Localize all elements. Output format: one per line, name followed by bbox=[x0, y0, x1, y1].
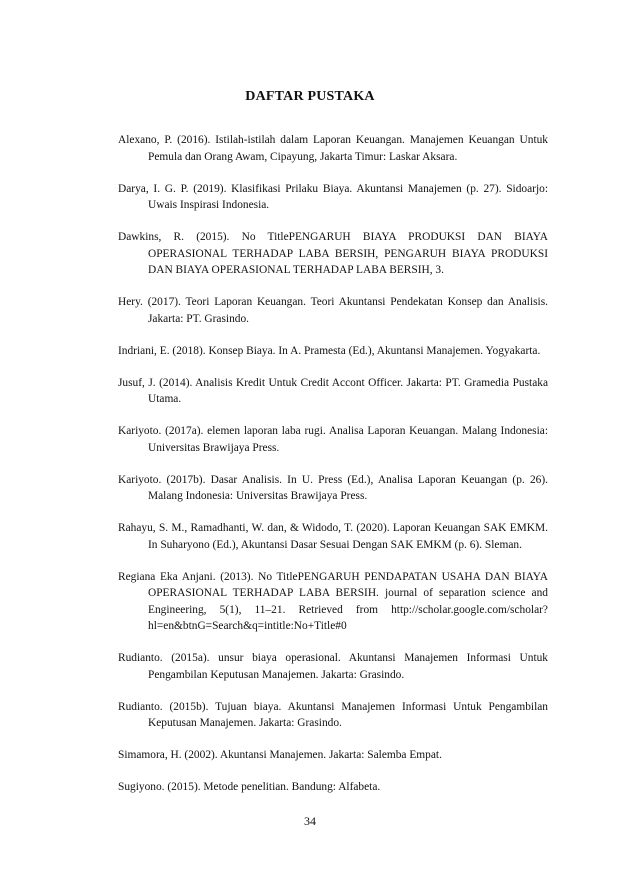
reference-entry: Alexano, P. (2016). Istilah-istilah dalam Laporan Keuangan. Manajemen Keuangan Untuk Pemula dan Orang Awam, Cipayung, Jakarta Timur: Laskar Aksara. bbox=[118, 134, 548, 163]
reference-entry: Kariyoto. (2017b). Dasar Analisis. In U. Press (Ed.), Analisa Laporan Keuangan (p. 26). Malang Indonesia: Universitas Brawijaya Press. bbox=[118, 473, 548, 502]
reference-entry: Jusuf, J. (2014). Analisis Kredit Untuk Credit Accont Officer. Jakarta: PT. Gramedia Pustaka Utama. bbox=[118, 376, 548, 405]
reference-entry: Rudianto. (2015a). unsur biaya operasional. Akuntansi Manajemen Informasi Untuk Pengambilan Keputusan Manajemen. Jakarta: Grasindo. bbox=[118, 652, 548, 681]
reference-entry: Sugiyono. (2015). Metode penelitian. Bandung: Alfabeta. bbox=[118, 781, 381, 793]
reference-entry: Indriani, E. (2018). Konsep Biaya. In A. Pramesta (Ed.), Akuntansi Manajemen. Yogyakarta. bbox=[118, 344, 541, 357]
reference-list bbox=[118, 132, 548, 811]
reference-entry: Rudianto. (2015b). Tujuan biaya. Akuntansi Manajemen Informasi Untuk Pengambilan Keputusan Manajemen. Jakarta: Grasindo. bbox=[118, 700, 548, 729]
page-number: 34 bbox=[304, 814, 316, 828]
reference-entry: Darya, I. G. P. (2019). Klasifikasi Prilaku Biaya. Akuntansi Manajemen (p. 27). Sidoarjo: Uwais Inspirasi Indonesia. bbox=[118, 182, 548, 211]
reference-entry: Regiana Eka Anjani. (2013). No TitlePENGARUH PENDAPATAN USAHA DAN BIAYA OPERASIONAL TERHADAP LABA BERSIH. journal of separation science and Engineering, 5(1), 11–21. Retrieved from http://scholar.google.com/scholar?hl=en&btnG=Search&q=intitle:No+Title#0 bbox=[118, 570, 548, 632]
reference-entry: Simamora, H. (2002). Akuntansi Manajemen. Jakarta: Salemba Empat. bbox=[118, 749, 442, 761]
page-title: DAFTAR PUSTAKA bbox=[245, 89, 375, 104]
reference-entry: Kariyoto. (2017a). elemen laporan laba rugi. Analisa Laporan Keuangan. Malang Indonesia: Universitas Brawijaya Press. bbox=[118, 425, 548, 454]
reference-entry: Rahayu, S. M., Ramadhanti, W. dan, & Widodo, T. (2020). Laporan Keuangan SAK EMKM. In Suharyono (Ed.), Akuntansi Dasar Sesuai Dengan SAK EMKM (p. 6). Sleman. bbox=[118, 522, 548, 551]
reference-entry: Hery. (2017). Teori Laporan Keuangan. Teori Akuntansi Pendekatan Konsep dan Analisis. Jakarta: PT. Grasindo. bbox=[118, 296, 548, 325]
reference-entry: Dawkins, R. (2015). No TitlePENGARUH BIAYA PRODUKSI DAN BIAYA OPERASIONAL TERHADAP LABA BERSIH, PENGARUH BIAYA PRODUKSI DAN BIAYA OPERASIONAL TERHADAP LABA BERSIH, 3. bbox=[118, 231, 548, 276]
